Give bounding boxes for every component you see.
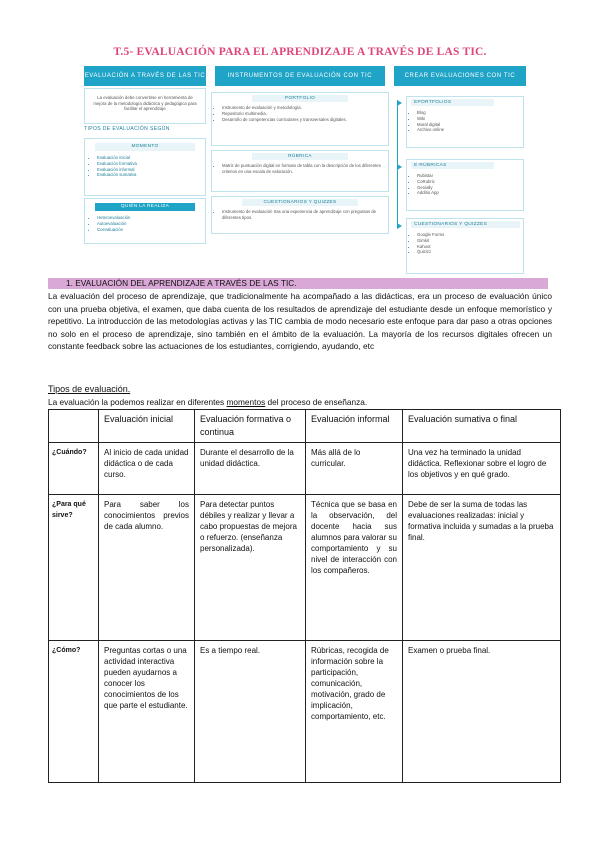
table-cell: Más allá de lo curricular. [306,443,403,495]
list-item: • Evaluación informal [97,167,137,173]
table-cell: Examen o prueba final. [403,641,561,783]
col1-tipos: TIPOS DE EVALUACIÓN SEGÚN [84,126,170,132]
erubricas-list [409,173,439,196]
col2-header: INSTRUMENTOS DE EVALUACIÓN CON TIC [215,66,385,86]
intro-text [48,397,367,407]
list-item: • Evaluación sumativa [97,172,137,178]
list-item: • Evaluación formativa [97,161,137,167]
section-heading-text: 1. EVALUACIÓN DEL APRENDIZAJE A TRAVÉS DE LAS TIC. [66,278,297,288]
c3-quizzes-list [409,232,444,255]
quien-list [89,215,130,232]
table-header-cell: Evaluación sumativa o final [403,410,561,443]
table-cell: Debe de ser la suma de todas las evaluaciones realizadas: inicial y formativa incluida y sumadas a la prueba final. [403,495,561,641]
arrow-icon [397,164,402,170]
momento-box [84,138,206,196]
portfolio-list [214,105,388,122]
c3-quizzes-box [406,218,524,274]
cuestionarios-label: CUESTIONARIOS Y QUIZZES [242,199,358,206]
erubricas-label: E-RÚBRICAS [411,162,494,169]
cuestionarios-list [214,209,388,221]
row-header: ¿Cuándo? [49,443,99,495]
arrow-icon [397,223,402,229]
list-item: • Quizizz [417,249,444,255]
list-item: • Matriz de puntuación digital en formato de tabla con la descripción de los diferentes criterios en una escala de valoración. [222,163,388,175]
table-row [49,443,561,495]
list-item: • Autoevaluación [97,221,130,227]
c3-quizzes-label: CUESTIONARIOS Y QUIZZES [411,221,520,228]
eportfolios-box [406,96,524,148]
table-cell: Para detectar puntos débiles y realizar y llevar a cabo propuestas de mejora o refuerzo. (enseñanza personalizada). [195,495,306,641]
intro-after: del proceso de enseñanza. [265,397,368,407]
quien-box [84,198,206,244]
table-cell: Durante el desarrollo de la unidad didáctica. [195,443,306,495]
list-item: • Kahoot [417,244,444,250]
list-item: • Google Forms [417,232,444,238]
list-item: • Desarrollo de competencias curriculares y transversales digitales. [222,117,388,123]
portfolio-box [211,92,389,146]
col1-text: La evaluación debe convertirse en herramienta de mejora de la metodología didáctica y pedagógica para facilitar el aprendizaje [93,95,197,112]
quien-label: QUIÉN LA REALIZA [95,203,195,211]
col3-header: CREAR EVALUACIONES CON TIC [394,66,526,86]
table-cell: Al inicio de cada unidad didáctica o de cada curso. [99,443,195,495]
list-item: • Evaluación inicial [97,155,137,161]
table-header-cell: Evaluación formativa o continua [195,410,306,443]
section-paragraph: La evaluación del proceso de aprendizaje, que tradicionalmente ha acompañado a las didácticas, era un proceso de evaluación único con una prueba objetiva, el examen, que daba cuenta de los resultados de aprendizaje del estudiante desde un enfoque memorístico y repetitivo. La introducción de las metodologías activas y las TIC cambia de modo necesario este enfoque para dar paso a otras opciones no solo en el proceso de aprendizaje, sino también en el ámbito de la evaluación. La mayoría de los recursos digitales ofrecen un constante feedback sobre las actuaciones de los estudiantes, corrigiendo, ayudando, etc [48,291,552,351]
table-header-cell [49,410,99,443]
table-cell: Rúbricas, recogida de información sobre la participación, comunicación, motivación, grado de implicación, comportamiento, etc. [306,641,403,783]
table-cell: Es a tiempo real. [195,641,306,783]
list-item: • Coevaluación [97,227,130,233]
rubrica-list [214,163,388,175]
col1-header: EVALUACIÓN A TRAVÉS DE LAS TIC [84,66,206,86]
table-header-row [49,410,561,443]
section-heading [48,278,548,289]
list-item: • Blog [417,110,444,116]
rubrica-box [211,150,389,192]
list-item: • Rubistar [417,173,439,179]
table-cell: Preguntas cortas o una actividad interactiva pueden ayudarnos a conocer los conocimientos de los que parte el estudiante. [99,641,195,783]
infographic [84,66,526,274]
list-item: • Wiki [417,116,444,122]
list-item: • Repositorio multimedia. [222,111,388,117]
portfolio-label: PORTFOLIO [252,95,348,102]
list-item: • Heteroevaluación [97,215,130,221]
cuestionarios-box [211,196,389,234]
row-header: ¿Para qué sirve? [49,495,99,641]
table-cell: Para saber los conocimientos previos de cada alumno. [99,495,195,641]
table-cell: Una vez ha terminado la unidad didáctica. Reflexionar sobre el logro de los objetivos y en qué grado. [403,443,561,495]
list-item: • Genially [417,185,439,191]
momento-list [89,155,137,178]
table-header-cell: Evaluación informal [306,410,403,443]
table-cell: Técnica que se basa en la observación, del docente hacia sus alumnos para valorar su comportamiento y su nivel de interacción con los compañeros. [306,495,403,641]
list-item: • Instrumento de evaluación y metodología. [222,105,388,111]
table-row [49,495,561,641]
list-item: • Additio App [417,190,439,196]
erubricas-box [406,159,524,211]
table-row [49,641,561,783]
intro-before: La evaluación la podemos realizar en diferentes [48,397,227,407]
momento-label: MOMENTO [95,143,195,151]
list-item: • Mural digital [417,122,444,128]
col1-text-box [84,88,206,124]
evaluation-table [48,409,561,783]
eportfolios-list [409,110,444,133]
intro-underlined: momentos [226,397,266,407]
table-header-cell: Evaluación inicial [99,410,195,443]
list-item: • Instrumento de evaluación tras una experiencia de aprendizaje con preguntas de diferentes tipos. [222,209,388,221]
list-item: • CoRubric [417,179,439,185]
connector-line [397,100,398,226]
tipos-title: Tipos de evaluación. [48,384,131,394]
row-header: ¿Cómo? [49,641,99,783]
list-item: • Archivo online [417,127,444,133]
rubrica-label: RÚBRICA [252,153,348,160]
eportfolios-label: EPORTFOLIOS [411,99,494,106]
arrow-icon [397,100,402,106]
list-item: • Gimkit [417,238,444,244]
page-title: T.5- EVALUACIÓN PARA EL APRENDIZAJE A TRAVÉS DE LAS TIC. [113,46,487,58]
